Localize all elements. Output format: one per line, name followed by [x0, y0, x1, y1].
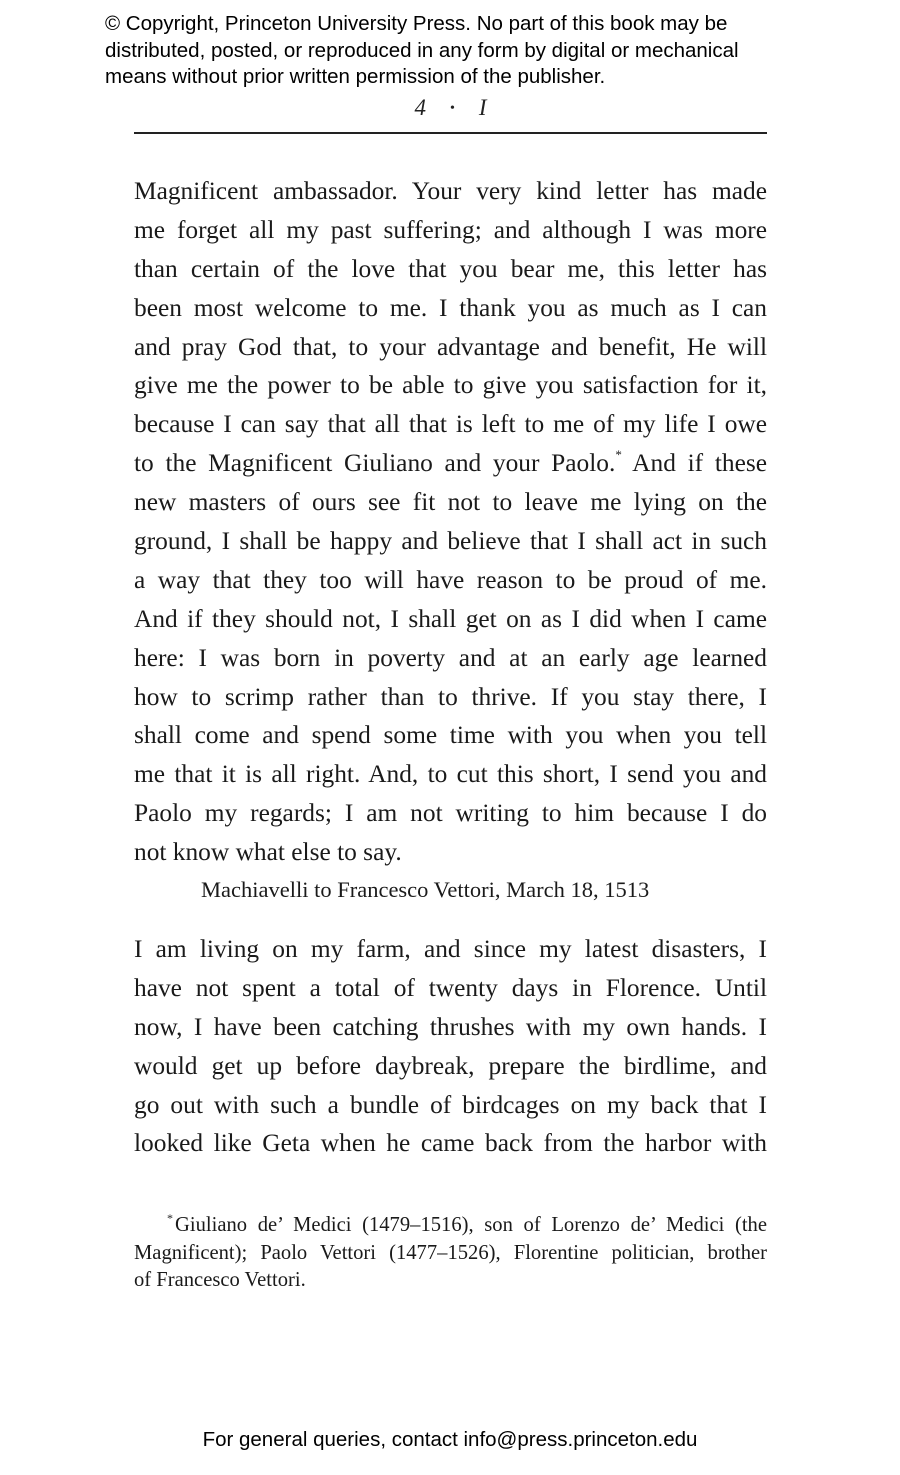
copyright-notice — [105, 11, 825, 91]
footnote-line: Magnificent); Paolo Vettori (1477–1526), Florentine politician, brother — [134, 1241, 767, 1264]
running-head — [134, 94, 767, 123]
text-line: Magnificent ambassador. Your very kind letter has made — [134, 177, 767, 205]
text-line: have not spent a total of twenty days in Florence. Until — [134, 973, 767, 1002]
footnote — [134, 1212, 767, 1295]
text-line: and pray God that, to your advantage and benefit, He will — [134, 332, 767, 361]
text-line: give me the power to be able to give you satisfaction for it, — [134, 371, 767, 400]
text-line: shall come and spend some time with you when you tell — [134, 721, 767, 750]
text-line: now, I have been catching thrushes with my own hands. I — [134, 1012, 767, 1041]
text-line: new masters of ours see fit not to leave me lying on the — [134, 488, 767, 517]
text-line: how to scrimp rather than to thrive. If you stay there, I — [134, 682, 767, 711]
letter-attribution: Machiavelli to Francesco Vettori, March 18, 1513 — [201, 877, 650, 902]
text-line-with-footnote — [134, 444, 767, 483]
text-line: here: I was born in poverty and at an early age learned — [134, 643, 767, 672]
text-line: looked like Geta when he came back from the harbor with — [134, 1129, 767, 1158]
footnote-line: of Francesco Vettori. — [134, 1269, 306, 1291]
page-number: 4 — [414, 95, 426, 120]
footnote-line — [134, 1212, 767, 1240]
text-line: been most welcome to me. I thank you as much as I can — [134, 293, 767, 322]
text-line: me that it is all right. And, to cut this short, I send you and — [134, 760, 767, 789]
text-segment: And if these — [621, 449, 767, 478]
text-line: And if they should not, I shall get on as I did when I came — [134, 604, 767, 633]
contact-notice: For general queries, contact info@press.princeton.edu — [202, 1428, 698, 1451]
footnote-marker: * — [167, 1211, 173, 1225]
text-line: would get up before daybreak, prepare the birdlime, and — [134, 1051, 767, 1080]
letter-passage-1 — [134, 172, 767, 872]
text-line: go out with such a bundle of birdcages on my back that I — [134, 1090, 767, 1119]
footnote-marker: * — [615, 447, 622, 463]
copyright-line-1: © Copyright, Princeton University Press. No part of this book may be — [105, 12, 728, 35]
text-line: a way that they too will have reason to be proud of me. — [134, 565, 767, 594]
text-segment: to the Magnificent Giuliano and your Paolo. — [134, 449, 616, 478]
copyright-line-3: means without prior written permission of the publisher. — [105, 65, 606, 88]
text-line: Paolo my regards; I am not writing to him because I do — [134, 799, 767, 828]
text-line: than certain of the love that you bear me, this letter has — [134, 254, 767, 283]
footnote-text: Giuliano de’ Medici (1479–1516), son of Lorenzo de’ Medici (the — [175, 1214, 767, 1236]
text-line: ground, I shall be happy and believe that I shall act in such — [134, 527, 767, 556]
text-line: because I can say that all that is left to me of my life I owe — [134, 410, 767, 439]
text-line: me forget all my past suffering; and although I was more — [134, 215, 767, 244]
letter-passage-2 — [134, 930, 767, 1163]
chapter-number: I — [478, 95, 487, 120]
header-rule — [134, 132, 767, 134]
text-line: I am living on my farm, and since my latest disasters, I — [134, 935, 767, 963]
text-line: not know what else to say. — [134, 838, 402, 867]
bullet-separator: • — [449, 101, 455, 116]
copyright-line-2: distributed, posted, or reproduced in any form by digital or mechanical — [105, 38, 739, 62]
